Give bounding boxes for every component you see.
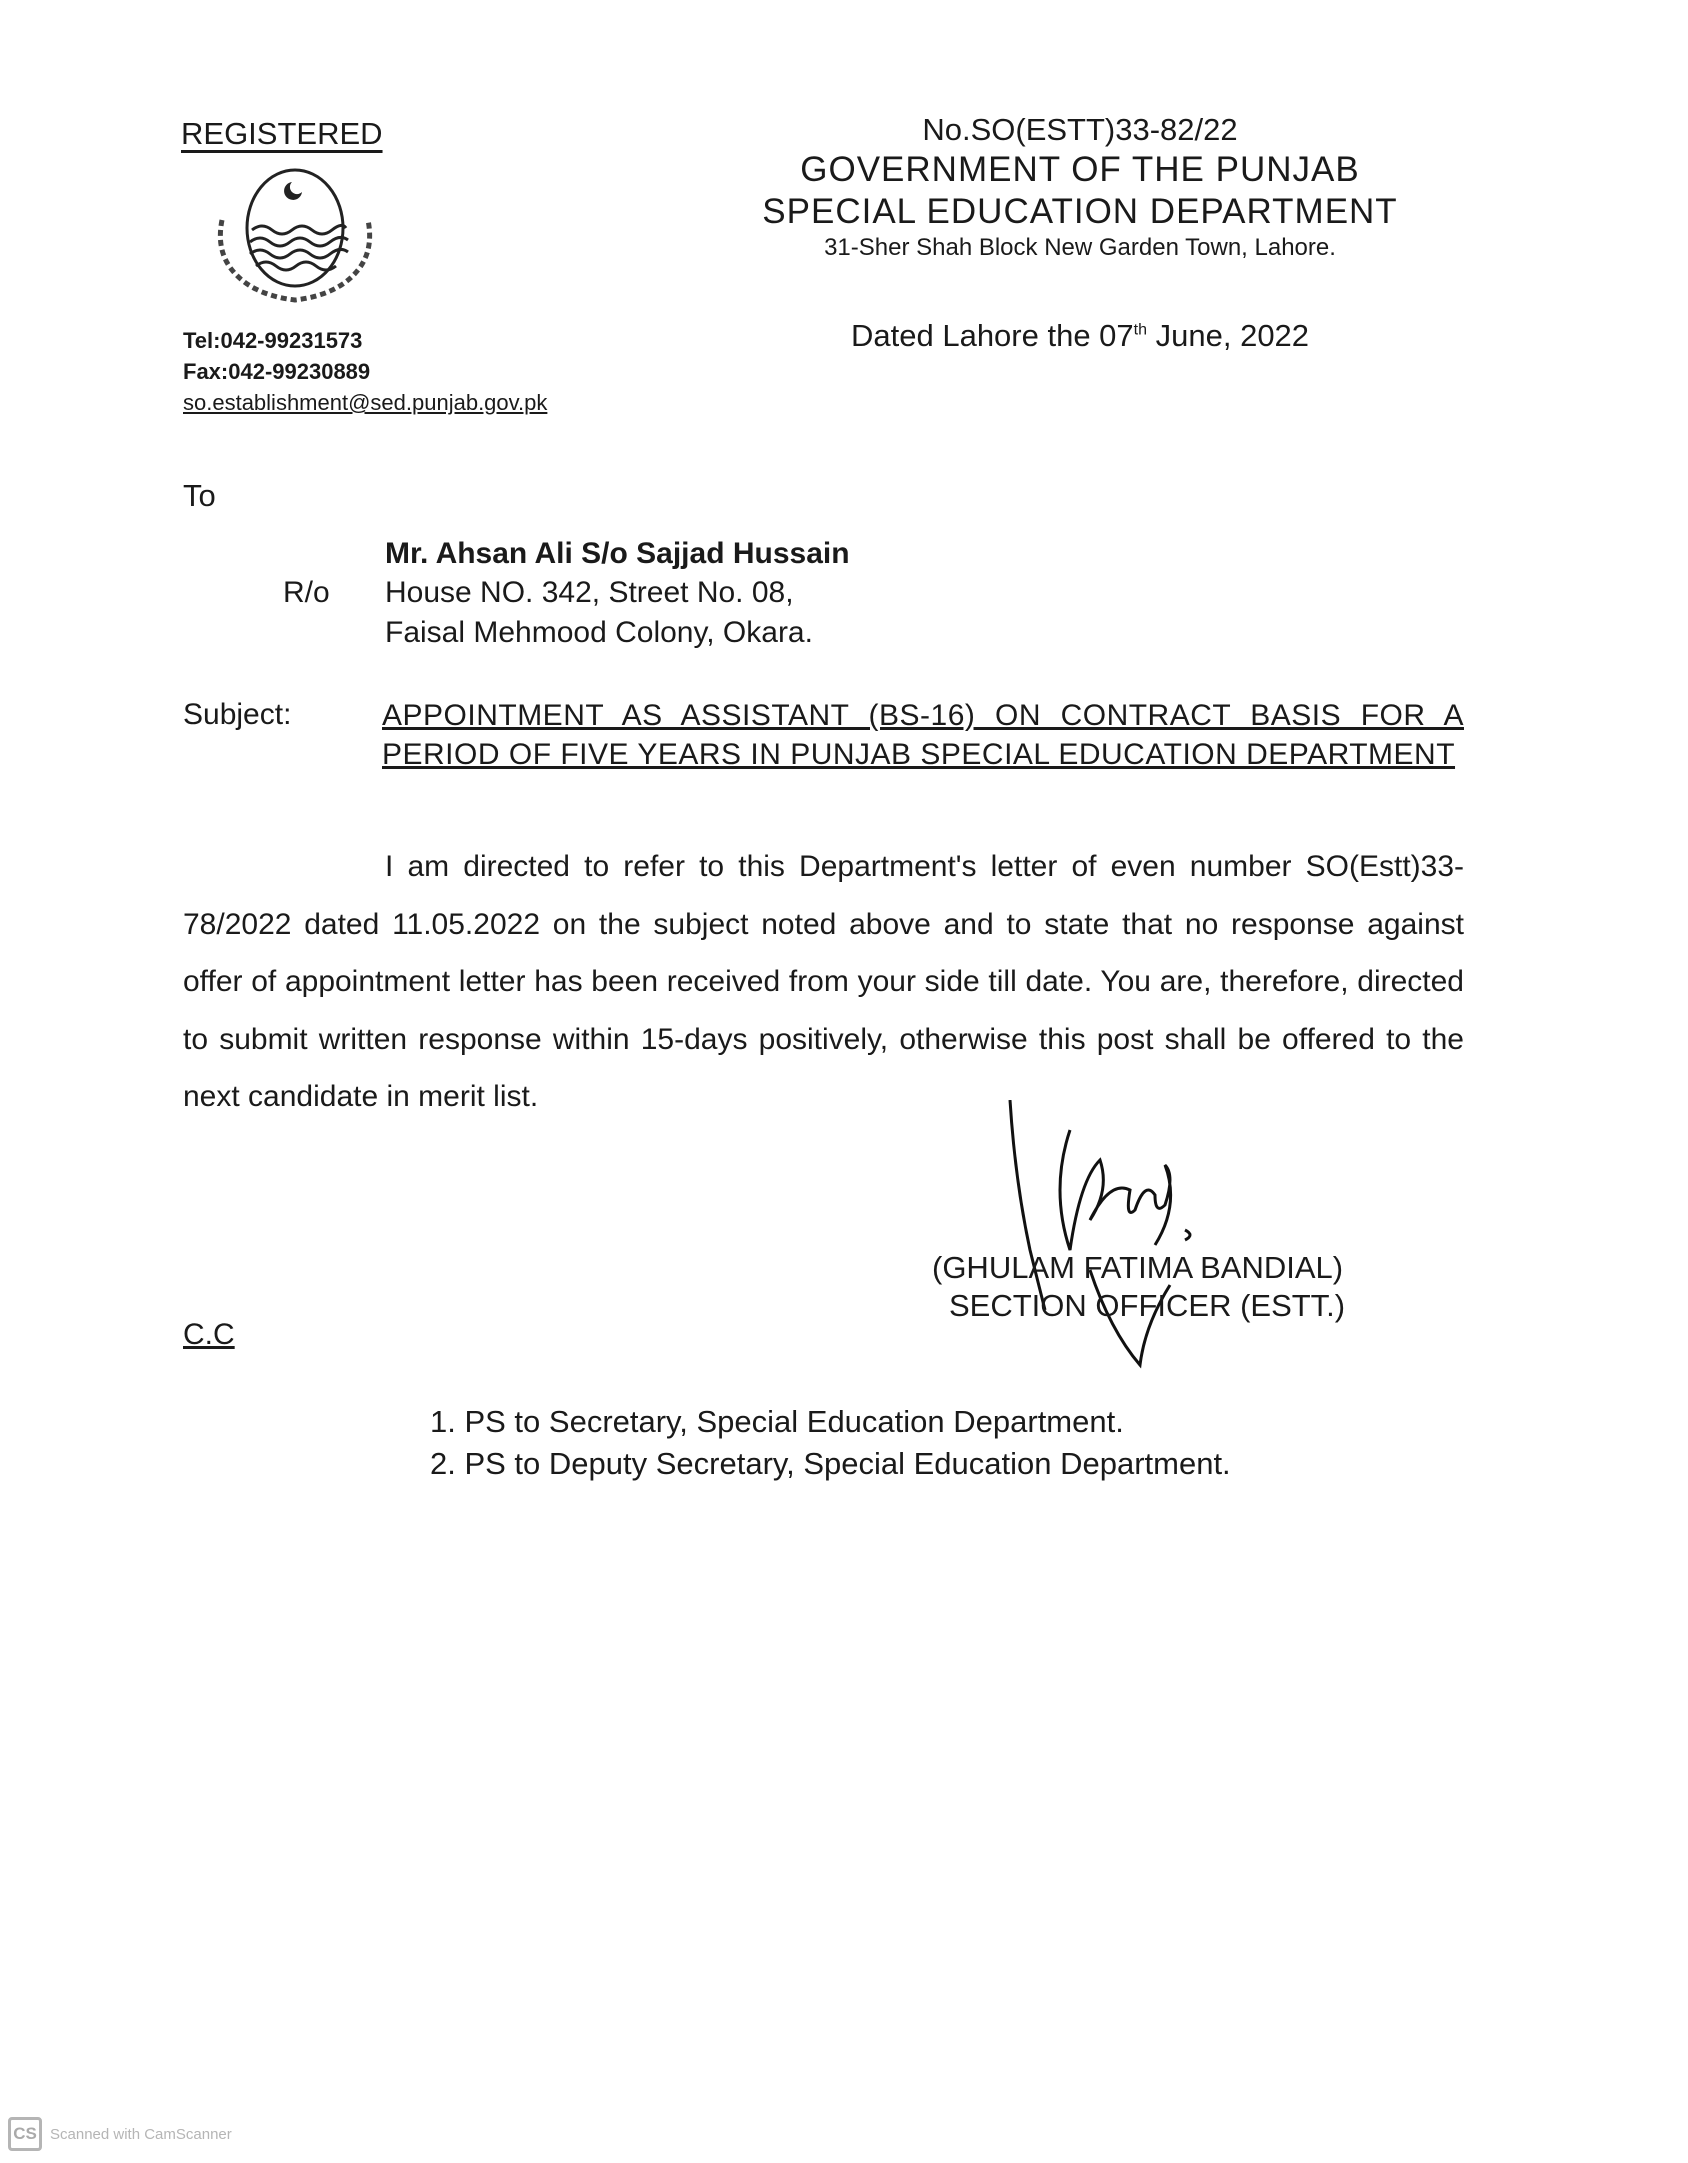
date-prefix: Dated Lahore the 07 bbox=[851, 318, 1134, 353]
punjab-emblem-icon bbox=[200, 160, 390, 310]
fax: Fax:042-99230889 bbox=[183, 359, 371, 384]
recipient-name: Mr. Ahsan Ali S/o Sajjad Hussain bbox=[385, 537, 850, 570]
subject-text: APPOINTMENT AS ASSISTANT (BS-16) ON CONTRACT BASIS FOR A PERIOD OF FIVE YEARS IN PUNJAB SPECIAL EDUCATION DEPARTMENT bbox=[382, 699, 1464, 771]
reference-number: No.SO(ESTT)33-82/22 bbox=[922, 112, 1238, 147]
to-label: To bbox=[183, 478, 216, 513]
recipient-address-line2: Faisal Mehmood Colony, Okara. bbox=[385, 616, 813, 649]
watermark-text: Scanned with CamScanner bbox=[50, 2125, 232, 2143]
subject-label: Subject: bbox=[183, 698, 292, 731]
telephone: Tel:042-99231573 bbox=[183, 328, 363, 353]
cc-item: 2. PS to Deputy Secretary, Special Education Department. bbox=[430, 1446, 1231, 1481]
letter-body: I am directed to refer to this Department's letter of even number SO(Estt)33-78/2022 dated 11.05.2022 on the subject noted above and to state that no response against offer of appointment letter has been received from your side till date. You are, therefore, directed to submit written response within 15-days positively, otherwise this post shall be offered to the next candidate in merit list. bbox=[183, 850, 1464, 1113]
government-heading: GOVERNMENT OF THE PUNJAB bbox=[800, 150, 1360, 189]
signatory-designation: SECTION OFFICER (ESTT.) bbox=[949, 1288, 1346, 1323]
ro-label: R/o bbox=[283, 576, 330, 609]
recipient-address-line1: House NO. 342, Street No. 08, bbox=[385, 576, 794, 609]
cc-label: C.C bbox=[183, 1318, 235, 1351]
cc-item: 1. PS to Secretary, Special Education Department. bbox=[430, 1404, 1124, 1439]
date-line bbox=[851, 318, 1309, 354]
department-heading: SPECIAL EDUCATION DEPARTMENT bbox=[762, 192, 1398, 231]
camscanner-logo-icon: CS bbox=[8, 2117, 42, 2151]
department-address: 31-Sher Shah Block New Garden Town, Lahore. bbox=[824, 234, 1336, 261]
date-month-year: June, 2022 bbox=[1147, 318, 1310, 353]
camscanner-watermark bbox=[8, 2117, 232, 2151]
email-link[interactable]: so.establishment@sed.punjab.gov.pk bbox=[183, 390, 548, 415]
signature-image bbox=[960, 1100, 1250, 1370]
signatory-name: (GHULAM FATIMA BANDIAL) bbox=[932, 1250, 1344, 1285]
date-suffix-sup: th bbox=[1133, 321, 1148, 339]
registered-label: REGISTERED bbox=[181, 116, 383, 151]
